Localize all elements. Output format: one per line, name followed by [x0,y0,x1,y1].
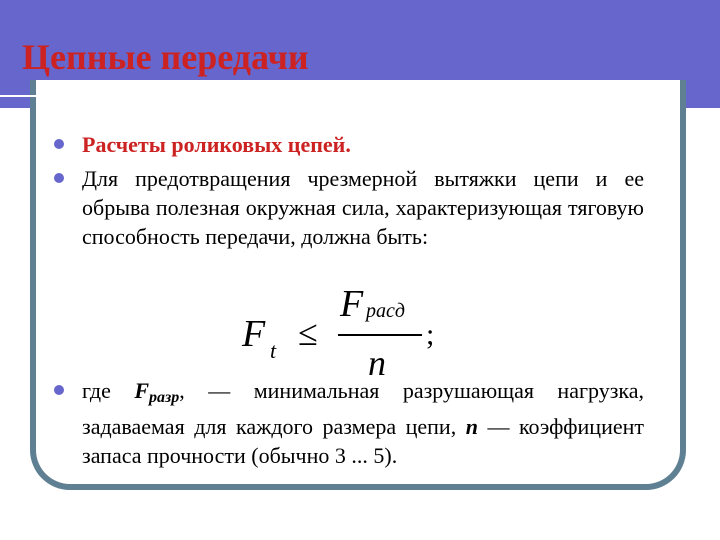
force-symbol-sub: разр [149,389,180,406]
header-band-edge [686,0,720,108]
bullet-prefix: где [82,378,111,403]
formula-numerator-sub: расд [366,300,405,322]
bullet-heading: Расчеты роликовых цепей. [82,132,351,157]
bullet-text: Для предотвращения чрезмерной вытяжки цепи и ее обрыва полезная окружная сила, характеризующая тяговую способность передачи, должна быть: [82,166,644,249]
force-symbol: F [134,378,150,403]
formula [242,282,442,382]
formula-relation: ≤ [298,313,318,353]
bullet-dot-icon [54,385,64,395]
formula-terminator: ; [426,318,435,351]
bullet-dot-icon [54,173,64,183]
formula-lhs-sub: t [270,338,277,363]
force-symbol-tail: , [179,378,185,403]
slide-title: Цепные передачи [22,37,309,77]
n-symbol: n [465,414,478,439]
formula-lhs: F [242,313,266,355]
bullet-dot-icon [54,139,64,149]
bullet-text-part: — минимальная разрушающая нагрузка, задаваемая для каждого размера цепи, [82,378,645,439]
title-underline [0,95,636,97]
bullet-text-part: — коэффициент запаса прочности (обычно 3 ... 5). [82,414,644,468]
bullet-text [82,376,644,470]
formula-numerator: F [340,283,364,325]
formula-denominator: n [368,343,386,383]
fraction-bar [338,334,422,336]
